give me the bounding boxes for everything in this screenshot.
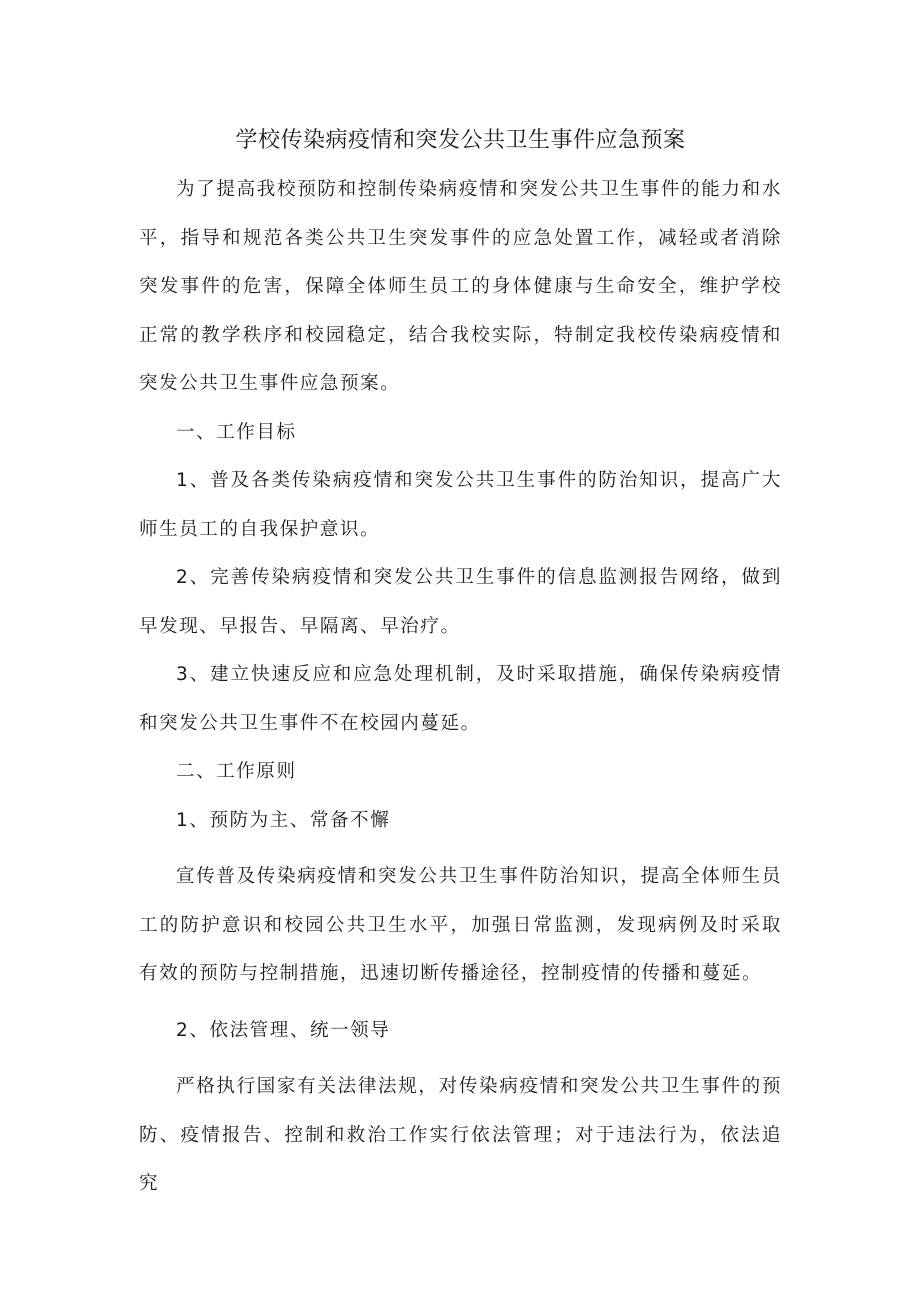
principle-1-title: 1、预防为主、常备不懈 xyxy=(176,809,391,831)
principle-2-body: 严格执行国家有关法律法规，对传染病疫情和突发公共卫生事件的预防、疫情报告、控制和救治工作实行依法管理；对于违法行为，依法追究 xyxy=(139,1076,782,1194)
intro-paragraph: 为了提高我校预防和控制传染病疫情和突发公共卫生事件的能力和水平，指导和规范各类公共卫生突发事件的应急处置工作，减轻或者消除突发事件的危害，保障全体师生员工的身体健康与生命安全，维护学校正常的教学秩序和校园稳定，结合我校实际，特制定我校传染病疫情和突发公共卫生事件应急预案。 xyxy=(139,179,782,394)
goal-item-2: 2、完善传染病疫情和突发公共卫生事件的信息监测报告网络，做到早发现、早报告、早隔离、早治疗。 xyxy=(139,567,782,637)
document-page xyxy=(139,118,782,1209)
section-heading-principles: 二、工作原则 xyxy=(176,761,297,782)
principle-1-body: 宣传普及传染病疫情和突发公共卫生事件防治知识，提高全体师生员工的防护意识和校园公共卫生水平，加强日常监测，发现病例及时采取有效的预防与控制措施，迅速切断传播途径，控制疫情的传播和蔓延。 xyxy=(139,866,782,984)
goal-item-1: 1、普及各类传染病疫情和突发公共卫生事件的防治知识，提高广大师生员工的自我保护意识。 xyxy=(139,470,782,540)
principle-2-title: 2、依法管理、统一领导 xyxy=(176,1019,391,1041)
section-heading-goals: 一、工作目标 xyxy=(176,421,297,443)
goal-item-3: 3、建立快速反应和应急处理机制，及时采取措施，确保传染病疫情和突发公共卫生事件不在校园内蔓延。 xyxy=(139,664,782,734)
document-title: 学校传染病疫情和突发公共卫生事件应急预案 xyxy=(235,128,686,153)
